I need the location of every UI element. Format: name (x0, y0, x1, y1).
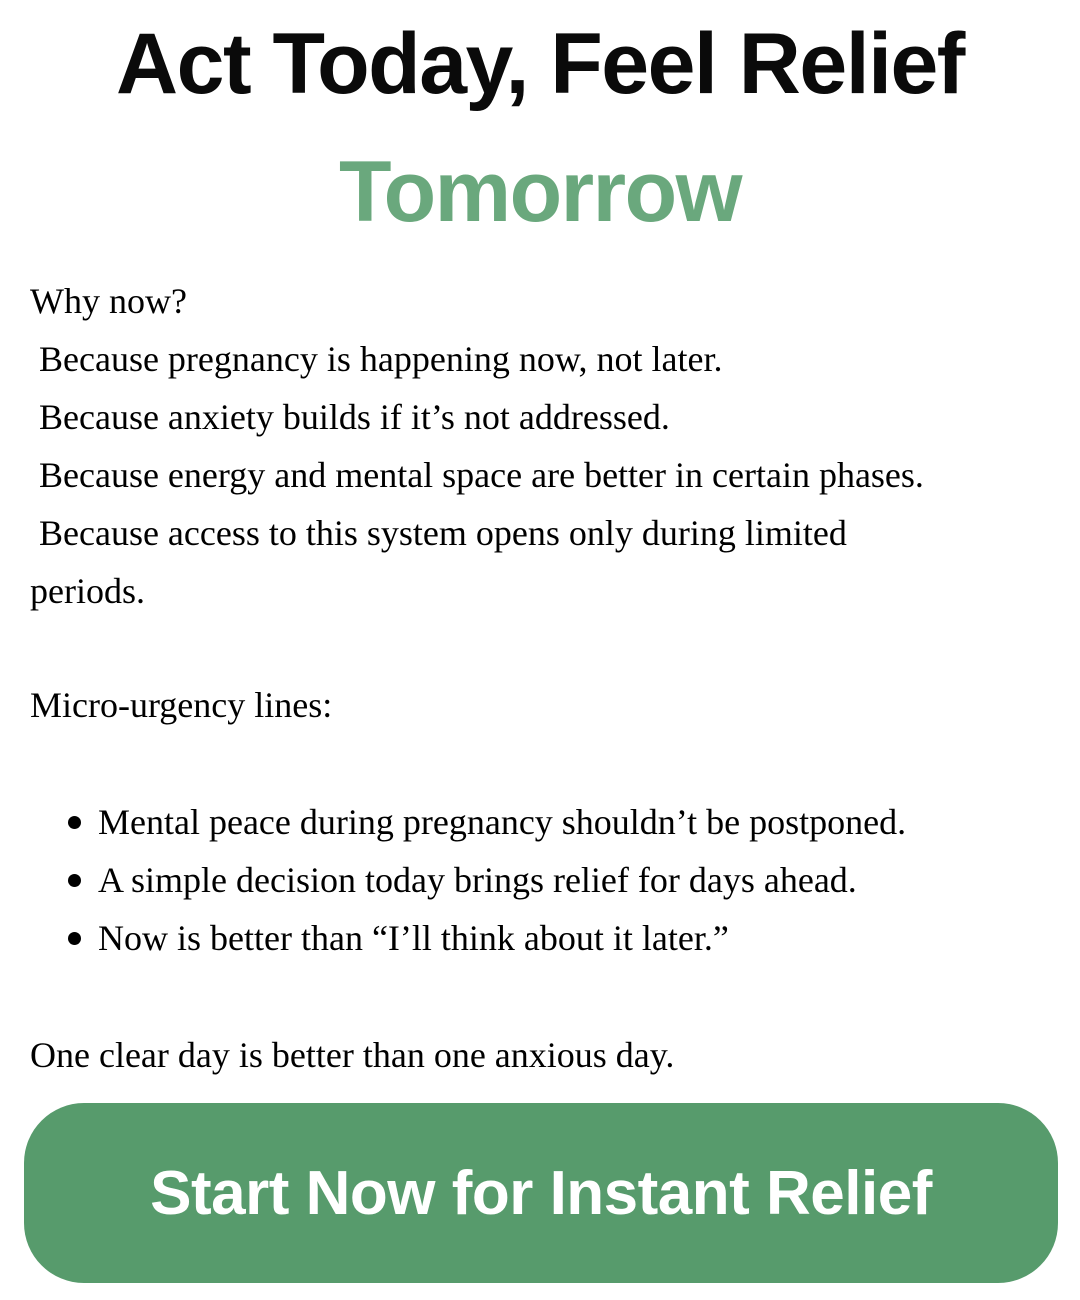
headline-line-1: Act Today, Feel Relief (116, 16, 964, 112)
bullet-icon (68, 816, 81, 829)
closing-line: One clear day is better than one anxious day. (30, 1035, 675, 1075)
micro-urgency-heading: Micro-urgency lines: (30, 685, 333, 725)
bullet-icon (68, 874, 81, 887)
intro-line-periods: periods. (30, 571, 145, 611)
intro-line-why-now: Why now? (30, 281, 187, 321)
page-title (0, 0, 1080, 256)
start-now-button[interactable] (24, 1103, 1058, 1283)
intro-line-because-1: Because pregnancy is happening now, not later. (30, 339, 723, 379)
start-now-button-label: Start Now for Instant Relief (150, 1158, 932, 1228)
list-item (30, 909, 1080, 967)
bullet-icon (68, 932, 81, 945)
list-item-text: Now is better than “I’ll think about it later.” (98, 918, 729, 958)
headline-line-2: Tomorrow (338, 144, 742, 240)
list-item (30, 851, 1080, 909)
intro-line-because-2: Because anxiety builds if it’s not addressed. (30, 397, 670, 437)
list-item (30, 793, 1080, 851)
micro-urgency-list (0, 793, 1080, 967)
list-item-text: A simple decision today brings relief for days ahead. (98, 860, 857, 900)
intro-line-because-3: Because energy and mental space are better in certain phases. (30, 455, 924, 495)
intro-paragraph (0, 272, 1080, 620)
intro-line-because-4: Because access to this system opens only during limited (30, 513, 847, 553)
list-item-text: Mental peace during pregnancy shouldn’t be postponed. (98, 802, 907, 842)
